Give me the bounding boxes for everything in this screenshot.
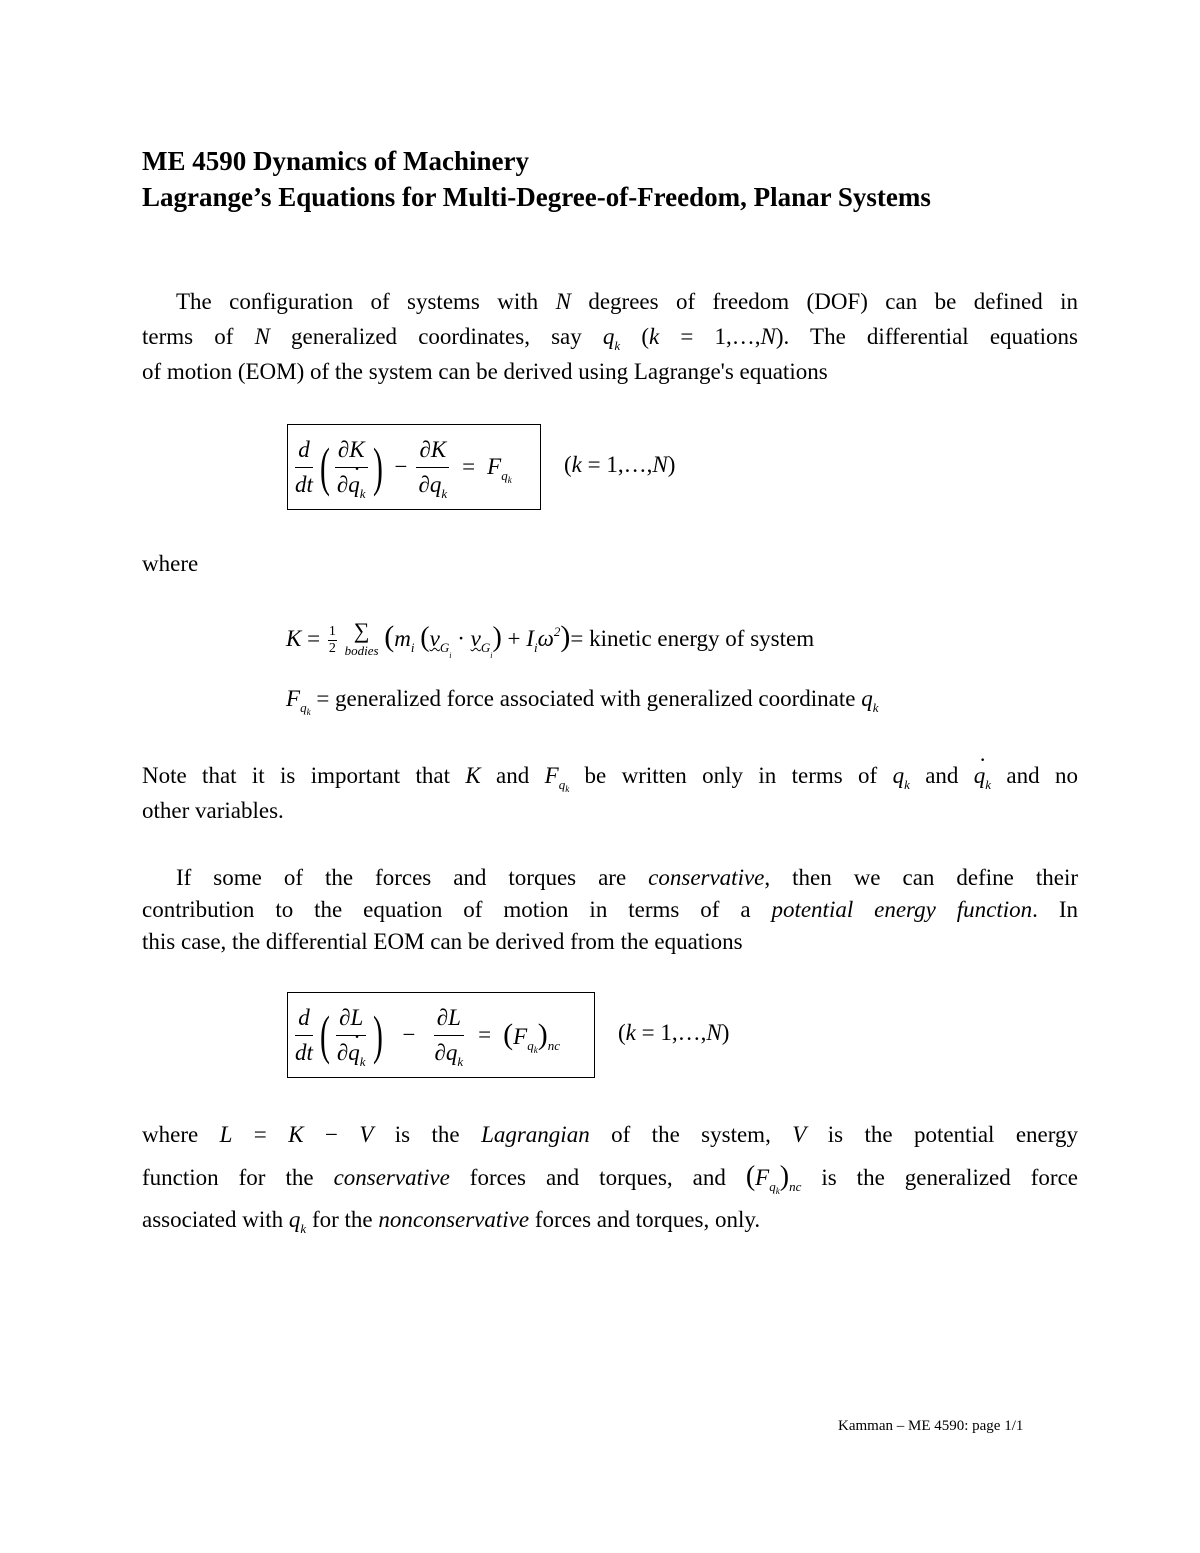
kinetic-energy-definition: K = $\frac{1}{2}$ ∑ bodies ($m_i$ $(v_{G_i} \cdot v_{G_i}) + I_i\omega^2)=$ kinetic energy of system xyxy=(286,617,815,660)
range-k-1: (k = 1,…,N) xyxy=(564,452,676,477)
generalized-force-definition: $F_{q_k}$ = generalized force associated with generalized coordinate $q_k$ xyxy=(286,686,879,717)
intro-paragraph: The configuration of systems with N degrees of freedom (DOF) can be defined in terms of N generalized coordinates, say $q_k$ (k = 1,…,N). The differential equations of motion (EOM) of the system can be derived using Lagrange's equations xyxy=(142,289,1078,384)
note-paragraph: Note that it is important that K and $F_{q_k}$ be written only in terms of $q_k$ and $q \cdot_k$ and no other variables. xyxy=(142,758,1078,828)
where-label: where xyxy=(142,551,199,576)
range-k-2: (k = 1,…,N) xyxy=(618,1020,730,1045)
page-footer: Kamman – ME 4590: page 1/1 xyxy=(838,1418,1024,1434)
lagrangian-equation: $\frac{d}{dt}$ ( $\frac{\partial L}{\partial q \cdot_k}$ ) − $\frac{\partial L}{\partial q_k}$ = $(F_{q_k})_{nc}$ xyxy=(292,996,560,1074)
conservative-paragraph: If some of the forces and torques are conservative, then we can define their contribution to the equation of motion in terms of a potential energy function. In this case, the differential EOM can be derived from the equations xyxy=(142,865,1078,954)
closing-paragraph: where L = K − V is the Lagrangian of the system, V is the potential energy function for the conservative forces and torques, and $(F_{q_k})_{nc}$ is the generalized force associated with $q_k$ for the nonconservative forces and torques, only. xyxy=(142,1122,1078,1236)
qk-range: $q_k$ (k = 1,…,N) xyxy=(602,324,784,353)
course-title: ME 4590 Dynamics of Machinery xyxy=(142,146,529,176)
page-title: Lagrange’s Equations for Multi-Degree-of-Freedom, Planar Systems xyxy=(142,182,931,212)
lagrange-equation: $\frac{d}{dt}$ ( $\frac{\partial K}{\partial q \cdot_k}$ ) − $\frac{\partial K}{\partial q_k}$ = $F_{q_k}$ xyxy=(292,428,512,506)
